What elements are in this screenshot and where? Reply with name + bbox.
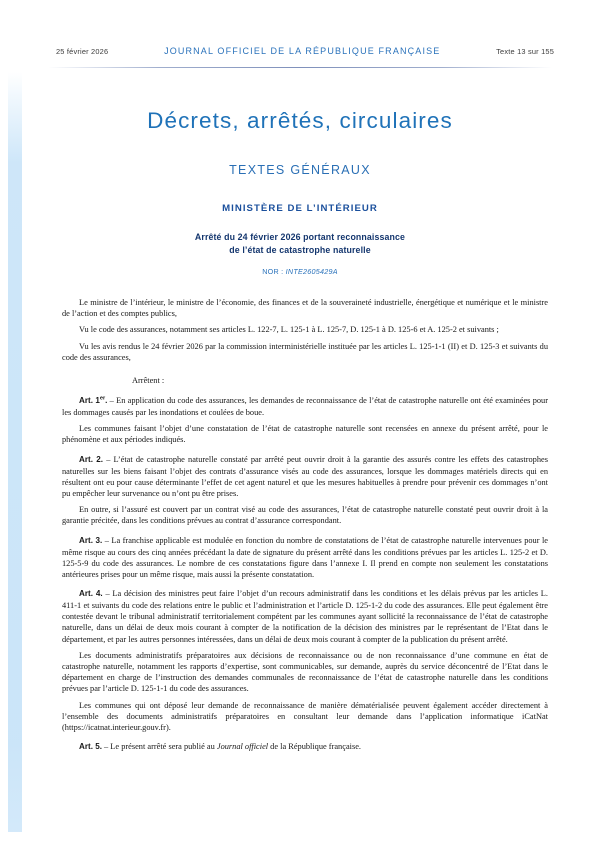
vu-paragraph-1: Vu le code des assurances, notamment ses articles L. 122-7, L. 125-1 à L. 125-7, D. 125-1 à D. 125-6 et A. 125-2 et suivants ;	[79, 325, 499, 335]
section-kind: TEXTES GÉNÉRAUX	[229, 163, 371, 177]
article-2-text: – L’état de catastrophe naturelle constaté par arrêté peut ouvrir droit à la garantie des assurés contre les effets des catastrophes naturelles sur les biens faisant l’objet des contrats d’assurance visés au code des assurances, lorsque les dommages matériels directs qui en résultent ont eu pour cause déterminante l’effet de cet agent naturel et que les mesures habituelles à prendre pour prévenir ces dommages n’ont pu empêcher leur survenance ou n’ont pu être prises.	[62, 454, 548, 498]
header-rule	[48, 67, 552, 68]
article-1-label-ordinal: er	[99, 395, 106, 402]
article-5-text-after: de la République française.	[268, 742, 361, 752]
article-4-paragraph-2: Les documents administratifs préparatoires aux décisions de reconnaissance ou de non reconnaissance d’une commune en état de catastrophe naturelle, notamment les rapports d’expertise, sont communicables, sur demande, auprès du service déconcentré de l’Etat dans le département en charge de l’instruction des demandes communales de reconnaissance de l’état de catastrophe naturelle dans les conditions prévues par l’article D. 125-1-1 du code des assurances.	[62, 650, 548, 694]
document-body	[62, 297, 548, 758]
article-3-label: Art. 3.	[79, 535, 103, 545]
article-1-label	[79, 396, 107, 405]
article-5-text-before: – Le présent arrêté sera publié au	[104, 742, 217, 752]
article-3-paragraph	[62, 535, 548, 580]
article-4-paragraph-3: Les communes qui ont déposé leur demande de reconnaissance de manière dématérialisée peuvent également accéder directement à l’ensemble des documents administratifs préparatoires en consultant leur demande dans l’application informatique iCatNat (https://icatnat.interieur.gouv.fr).	[62, 700, 548, 732]
preamble-paragraph: Le ministre de l’intérieur, le ministre de l’économie, des finances et de la souveraineté industrielle, énergétique et numérique et le ministre de l’action et des comptes publics,	[62, 298, 548, 319]
vu-paragraph-2: Vu les avis rendus le 24 février 2026 par la commission interministérielle instituée par les articles L. 125-1-1 (II) et D. 125-3 et suivants du code des assurances,	[62, 341, 548, 362]
ministry-heading: MINISTÈRE DE L’INTÉRIEUR	[222, 203, 378, 214]
article-2-paragraph	[62, 454, 548, 499]
article-4-paragraph	[62, 588, 548, 644]
article-4-text: – La décision des ministres peut faire l’objet d’un recours administratif dans les conditions et les délais prévus par les articles L. 411-1 et suivants du code des relations entre le public et l’administration et l’article D. 125-1-2 du code des assurances. Elle peut également être contestée devant le tribunal administratif territorialement compétent par les communes ayant sollicité la reconnaissance de l’état de catastrophe naturelle, dans un délai de deux mois courant à compter de la notification de la décision des ministres par le représentant de l’Etat dans le département, et par les autres personnes intéressées, dans un délai de deux mois courant à compter de la publication du présent arrêté.	[62, 589, 548, 644]
article-5-label: Art. 5.	[79, 742, 102, 752]
act-title-line-2: de l’état de catastrophe naturelle	[229, 245, 371, 256]
article-1-paragraph-2: Les communes faisant l’objet d’une constatation de l’état de catastrophe naturelle sont recensées en annexe du présent arrêté, pour le phénomène et aux périodes indiqués.	[62, 424, 548, 445]
running-head	[56, 46, 554, 56]
article-5-journal-name: Journal officiel	[216, 742, 269, 752]
arretent-line: Arrêtent :	[132, 376, 165, 385]
act-title	[0, 231, 600, 257]
article-1-label-text: Art. 1	[79, 396, 100, 406]
nor-label: NOR :	[262, 267, 284, 276]
article-5-paragraph	[62, 741, 548, 753]
publication-date: 25 février 2026	[56, 47, 109, 56]
scan-binding-band	[8, 72, 22, 832]
nor-reference	[0, 267, 600, 276]
journal-name: JOURNAL OFFICIEL DE LA RÉPUBLIQUE FRANÇAISE	[164, 46, 441, 56]
article-2-label: Art. 2.	[79, 454, 104, 464]
article-1-text: – En application du code des assurances, les demandes de reconnaissance de l’état de catastrophe naturelle ont été examinées pour les dommages causés par les inondations et coulées de boue.	[62, 396, 548, 417]
nor-value: INTE2605429A	[285, 267, 338, 276]
text-reference: Texte 13 sur 155	[496, 47, 554, 56]
article-2-paragraph-2: En outre, si l’assuré est couvert par un contrat visé au code des assurances, l’état de catastrophe naturelle constaté peut ouvrir droit à la garantie précitée, dans les conditions prévues au contrat d’assurance correspondant.	[62, 505, 548, 526]
article-3-text: – La franchise applicable est modulée en fonction du nombre de constatations de l’état de catastrophe naturelle intervenues pour le même risque au cours des cinq années précédant la date de signature du présent arrêté dans les conditions prévues par les articles L. 125-2 et D. 125-5-9 du code des assurances. Le nombre de ces constatations figure dans l’annexe I. Il prend en compte non seulement les constatations antérieures prises pour un même risque, mais aussi la présente constatation.	[62, 535, 548, 579]
act-title-line-1: Arrêté du 24 février 2026 portant reconnaissance	[194, 232, 406, 242]
article-1-paragraph	[62, 395, 548, 418]
article-4-label: Art. 4.	[79, 589, 103, 599]
page-title: Décrets, arrêtés, circulaires	[147, 108, 453, 133]
article-1-label-period: .	[105, 396, 108, 406]
